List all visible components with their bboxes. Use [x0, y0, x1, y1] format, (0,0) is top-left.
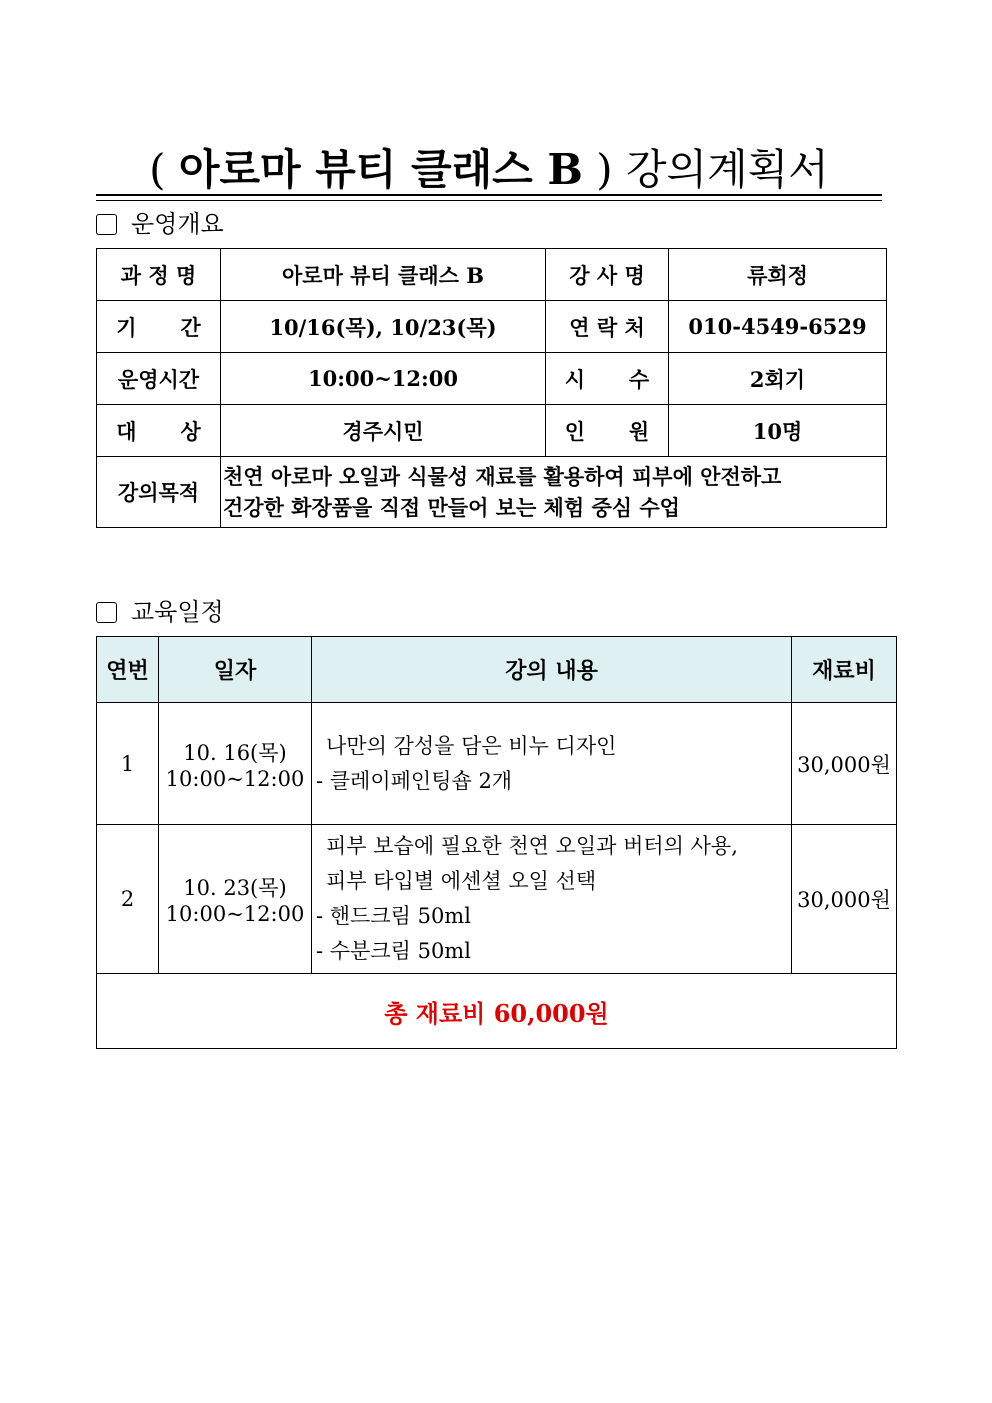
header-content: 강의 내용	[312, 637, 792, 703]
title-suffix: 강의계획서	[612, 145, 829, 194]
checkbox-square-icon	[96, 602, 117, 623]
table-row	[97, 301, 887, 353]
row-date: 10. 16(목)	[183, 740, 287, 765]
sessions-label: 시 수	[546, 353, 669, 405]
time-value: 10:00~12:00	[221, 353, 546, 405]
total-fee: 총 재료비 60,000원	[97, 974, 897, 1049]
row-fee: 30,000원	[792, 703, 897, 825]
row-date: 10. 23(목)	[183, 876, 287, 900]
contact-label: 연 락 처	[546, 301, 669, 353]
table-row	[97, 249, 887, 301]
title-course-name: 아로마 뷰티 클래스 B	[178, 145, 583, 194]
contact-value: 010-4549-6529	[669, 301, 887, 353]
time-label: 운영시간	[97, 353, 221, 405]
content-line: 나만의 감성을 담은 비누 디자인	[326, 733, 617, 758]
table-row	[97, 703, 897, 825]
purpose-line-2: 건강한 화장품을 직접 만들어 보는 체험 중심 수업	[223, 495, 680, 520]
title-close-paren: )	[582, 145, 613, 194]
table-total-row	[97, 974, 897, 1049]
overview-table	[96, 248, 887, 528]
instructor-value: 류희정	[669, 249, 887, 301]
row-date-cell	[159, 825, 312, 974]
purpose-value	[221, 457, 887, 528]
title-open-paren: (	[149, 145, 179, 194]
header-no: 연번	[97, 637, 159, 703]
section-overview-heading	[96, 210, 224, 238]
row-date-cell	[159, 703, 312, 825]
purpose-label: 강의목적	[97, 457, 221, 528]
table-row	[97, 353, 887, 405]
content-line: 피부 타입별 에센셜 오일 선택	[326, 869, 597, 893]
checkbox-square-icon	[96, 214, 117, 235]
row-no: 2	[97, 825, 159, 974]
row-content	[312, 703, 792, 825]
schedule-table	[96, 636, 897, 1049]
table-row	[97, 457, 887, 528]
period-value: 10/16(목), 10/23(목)	[221, 301, 546, 353]
content-line: - 클레이페인팅숍 2개	[316, 768, 513, 793]
header-fee: 재료비	[792, 637, 897, 703]
purpose-line-1: 천연 아로마 오일과 식물성 재료를 활용하여 피부에 안전하고	[223, 464, 782, 489]
header-date: 일자	[159, 637, 312, 703]
section-schedule-heading	[96, 598, 224, 626]
target-label: 대 상	[97, 405, 221, 457]
row-time: 10:00~12:00	[165, 902, 305, 926]
instructor-label: 강 사 명	[546, 249, 669, 301]
row-no: 1	[97, 703, 159, 825]
page-title	[96, 142, 882, 198]
table-row	[97, 405, 887, 457]
row-content	[312, 825, 792, 974]
content-line: 피부 보습에 필요한 천연 오일과 버터의 사용,	[326, 834, 738, 858]
table-row	[97, 825, 897, 974]
table-header-row	[97, 637, 897, 703]
section-schedule-label: 교육일정	[131, 598, 224, 626]
row-fee: 30,000원	[792, 825, 897, 974]
target-value: 경주시민	[221, 405, 546, 457]
content-line: - 수분크림 50ml	[316, 939, 471, 963]
course-label: 과 정 명	[97, 249, 221, 301]
period-label: 기 간	[97, 301, 221, 353]
content-line: - 핸드크림 50ml	[316, 904, 471, 928]
title-rule-thin	[96, 200, 882, 201]
title-rule-thick	[96, 194, 882, 196]
headcount-label: 인 원	[546, 405, 669, 457]
headcount-value: 10명	[669, 405, 887, 457]
course-value: 아로마 뷰티 클래스 B	[221, 249, 546, 301]
sessions-value: 2회기	[669, 353, 887, 405]
section-overview-label: 운영개요	[131, 210, 224, 238]
row-time: 10:00~12:00	[165, 766, 305, 791]
